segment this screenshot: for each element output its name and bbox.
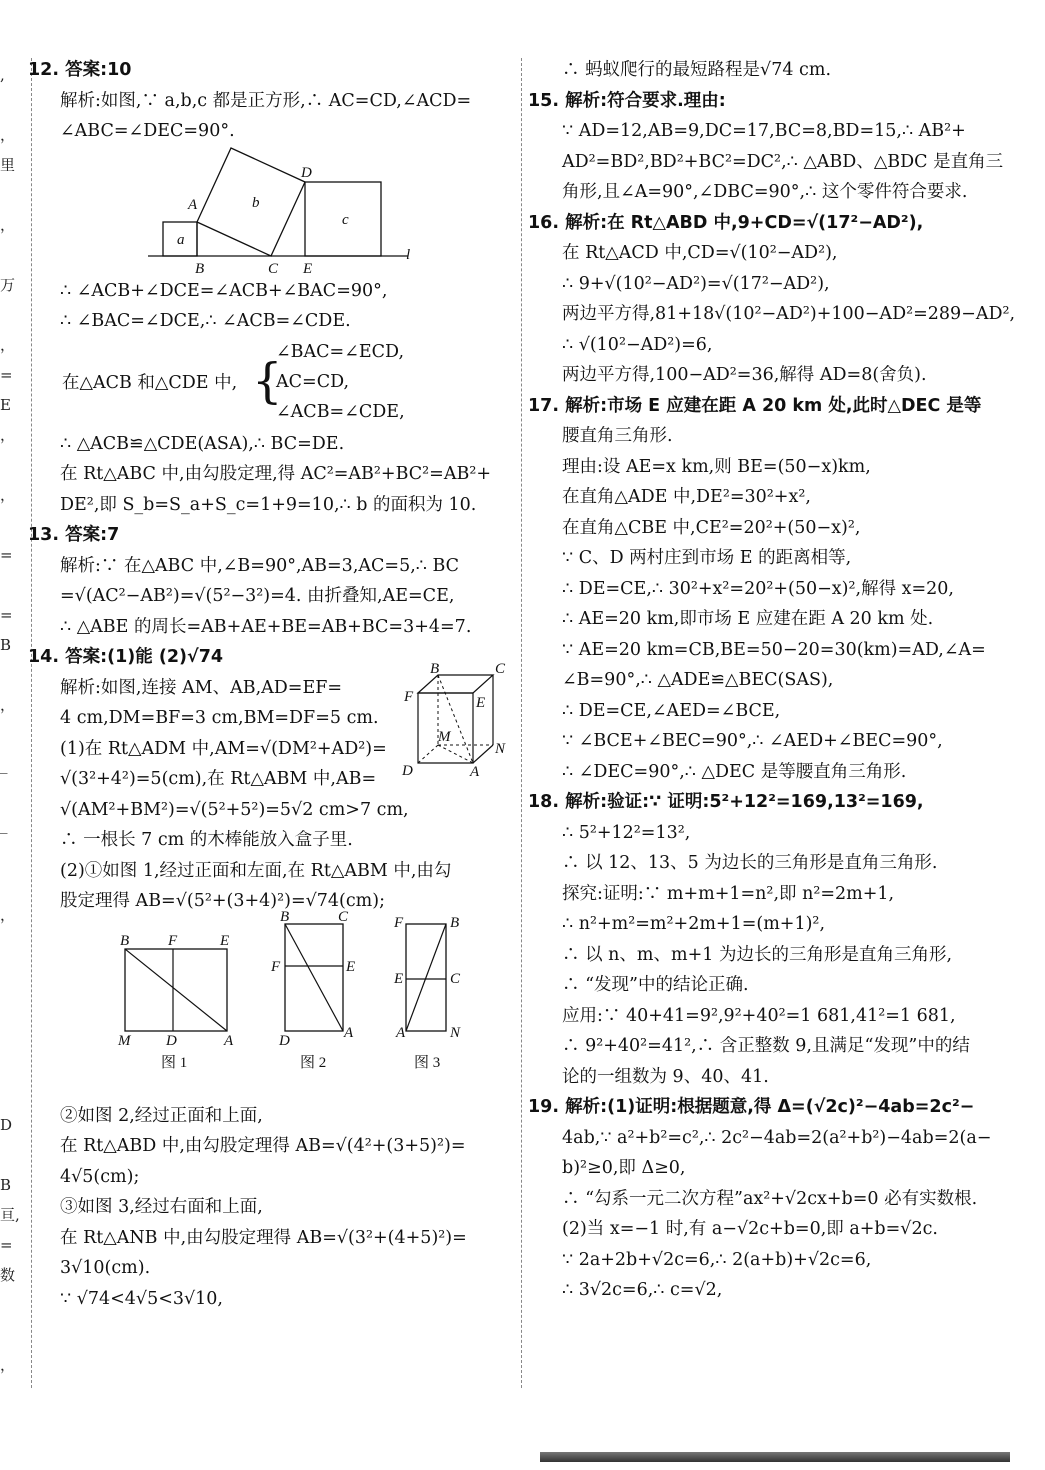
q14-line-14: 3√10(cm).: [60, 1258, 151, 1278]
q14-line-15: ∵ √74<4√5<3√10,: [60, 1288, 223, 1309]
q14-line-5: √(AM²+BM²)=√(5²+5²)=5√2 cm>7 cm,: [60, 799, 409, 820]
r-line-7: ∴ 9+√(10²−AD²)=√(17²−AD²),: [562, 273, 830, 294]
stripe-fragment: 里: [0, 156, 16, 174]
r-line-38: (2)当 x=−1 时,有 a−√2c+b=0,即 a+b=√2c.: [562, 1219, 938, 1239]
q13-answer: 13. 答案:7: [28, 525, 120, 545]
squares-figure: [28, 149, 515, 277]
stripe-fragment: [0, 1020, 24, 1050]
r-line-21: ∴ DE=CE,∠AED=∠BCE,: [562, 700, 781, 721]
label-A: A: [188, 196, 198, 213]
q15-head: 15. 解析:符合要求.理由:: [528, 90, 726, 111]
r-line-26: ∴ 以 12、13、5 为边长的三角形是直角三角形.: [562, 853, 938, 873]
caption-fig2: 图 2: [300, 1054, 327, 1071]
q12-line-2: ∠ABC=∠DEC=90°.: [60, 121, 235, 141]
stripe-fragment: [0, 660, 24, 690]
page-bottom-bar: [540, 1452, 1010, 1462]
brace: {: [252, 352, 283, 409]
q19-head: 19. 解析:(1)证明:根据题意,得 Δ=(√2c)²−4ab=2c²−: [528, 1097, 975, 1117]
q12-system-lead: 在△ACB 和△CDE 中,: [62, 372, 238, 393]
box-label-A: A: [470, 763, 480, 780]
caption-fig1: 图 1: [161, 1054, 188, 1071]
q14-line-6: ∴ 一根长 7 cm 的木棒能放入盒子里.: [60, 830, 353, 850]
label-C: C: [268, 260, 279, 277]
q14-line-3: (1)在 Rt△ADM 中,AM=√(DM²+AD²)=: [60, 738, 387, 759]
stripe-fragment: [0, 1080, 24, 1110]
stripe-fragment: ，: [0, 426, 16, 444]
stripe-fragment: 数: [0, 1266, 16, 1284]
q14-line-2: 4 cm,DM=BF=3 cm,BM=DF=5 cm.: [60, 708, 379, 728]
q14-answer: 14. 答案:(1)能 (2)√74: [28, 647, 224, 667]
stripe-fragment: ，: [0, 906, 16, 924]
stripe-fragment: =: [0, 1236, 13, 1254]
stripe-fragment: =: [0, 606, 13, 624]
q14-line-13: 在 Rt△ANB 中,由勾股定理得 AB=√(3²+(4+5)²)=: [60, 1227, 467, 1248]
stripe-fragment: ，: [0, 696, 16, 714]
stripe-fragment: =: [0, 546, 13, 564]
r-line-9: ∴ √(10²−AD²)=6,: [562, 334, 713, 355]
r-line-33: 论的一组数为 9、40、41.: [562, 1066, 769, 1087]
svg-text:F: F: [168, 932, 178, 949]
svg-text:E: E: [346, 958, 356, 975]
stripe-fragment: [0, 840, 24, 870]
r-line-31: 应用:∵ 40+41=9²,9²+40²=1 681,41²=1 681,: [562, 1005, 956, 1026]
stripe-fragment: [0, 720, 24, 750]
r-line-29: ∴ 以 n、m、m+1 为边长的三角形是直角三角形,: [562, 944, 953, 965]
stripe-fragment: [0, 570, 24, 600]
left-margin-fragments: [0, 60, 24, 1380]
r-line-8: 两边平方得,81+18√(10²−AD²)+100−AD²=289−AD²,: [562, 304, 1016, 324]
stripe-fragment: _: [0, 756, 8, 774]
q12-line-7: DE²,即 S_b=S_a+S_c=1+9=10,∴ b 的面积为 10.: [60, 494, 477, 515]
label-D: D: [301, 164, 312, 181]
stripe-fragment: =: [0, 366, 13, 384]
r-line-20: ∠B=90°,∴ △ADE≌△BEC(SAS),: [562, 670, 834, 690]
r-line-40: ∴ 3√2c=6,∴ c=√2,: [562, 1280, 723, 1300]
stripe-fragment: [0, 300, 24, 330]
svg-text:B: B: [120, 932, 130, 949]
q12-system-eq-2: AC=CD,: [276, 371, 350, 392]
r-line-4: 角形,且∠A=90°,∠DBC=90°,∴ 这个零件符合要求.: [562, 182, 968, 202]
box-label-M: M: [438, 728, 451, 745]
stripe-fragment: [0, 1140, 24, 1170]
caption-fig3: 图 3: [414, 1054, 441, 1071]
q13-line-1: 解析:∵ 在△ABC 中,∠B=90°,AB=3,AC=5,∴ BC: [60, 555, 460, 576]
stripe-fragment: [0, 180, 24, 210]
stripe-fragment: E: [0, 396, 11, 414]
box-label-C: C: [495, 660, 506, 677]
stripe-fragment: [0, 1050, 24, 1080]
q18-head: 18. 解析:验证:∵ 证明:5²+12²=169,13²=169,: [528, 792, 924, 812]
r-line-37: ∴ “勾系一元二次方程”ax²+√2cx+b=0 必有实数根.: [562, 1188, 978, 1209]
stripe-fragment: [0, 1320, 24, 1350]
svg-text:A: A: [396, 1024, 406, 1041]
q12-system-eq-1: ∠BAC=∠ECD,: [276, 341, 405, 362]
box-label-E: E: [476, 694, 486, 711]
stripe-fragment: [0, 90, 24, 120]
q12-line-5: ∴ △ACB≌△CDE(ASA),∴ BC=DE.: [60, 433, 345, 454]
q17-head: 17. 解析:市场 E 应建在距 A 20 km 处,此时△DEC 是等: [528, 395, 982, 416]
q16-head: 16. 解析:在 Rt△ABD 中,9+CD=√(17²−AD²),: [528, 212, 924, 233]
svg-text:M: M: [118, 1032, 131, 1049]
stripe-fragment: [0, 780, 24, 810]
stripe-fragment: [0, 930, 24, 960]
svg-text:A: A: [344, 1024, 354, 1041]
q14-line-8: 股定理得 AB=√(5²+(3+4)²)=√74(cm);: [60, 891, 385, 911]
label-B: B: [195, 260, 205, 277]
svg-text:B: B: [280, 908, 290, 925]
r-line-18: ∴ AE=20 km,即市场 E 应建在距 A 20 km 处.: [562, 609, 934, 629]
r-line-32: ∴ 9²+40²=41²,∴ 含正整数 9,且满足“发现”中的结: [562, 1036, 970, 1056]
box-label-B: B: [430, 660, 440, 677]
stripe-fragment: [0, 870, 24, 900]
r-line-19: ∵ AE=20 km=CB,BE=50−20=30(km)=AD,∠A=: [562, 639, 986, 660]
r-line-10: 两边平方得,100−AD²=36,解得 AD=8(舍负).: [562, 365, 927, 385]
box-label-D: D: [402, 762, 413, 779]
r-line-2: ∵ AD=12,AB=9,DC=17,BC=8,BD=15,∴ AB²+: [562, 121, 966, 141]
stripe-fragment: B: [0, 636, 12, 654]
unfold-figures: [28, 908, 515, 1099]
left-column: [28, 55, 515, 1314]
stripe-fragment: ,: [0, 66, 5, 84]
label-b: b: [252, 194, 260, 211]
box-label-F: F: [404, 688, 414, 705]
stripe-fragment: ，: [0, 126, 16, 144]
svg-text:D: D: [166, 1032, 177, 1049]
svg-text:B: B: [450, 914, 460, 931]
stripe-fragment: B: [0, 1176, 12, 1194]
q12-system-eq-3: ∠ACB=∠CDE,: [276, 401, 405, 422]
svg-text:F: F: [394, 914, 404, 931]
r-line-16: ∵ C、D 两村庄到市场 E 的距离相等,: [562, 548, 852, 568]
q12-line-6: 在 Rt△ABC 中,由勾股定理,得 AC²=AB²+BC²=AB²+: [60, 464, 492, 484]
stripe-fragment: [0, 240, 24, 270]
stripe-fragment: [0, 990, 24, 1020]
r-line-6: 在 Rt△ACD 中,CD=√(10²−AD²),: [562, 243, 838, 263]
stripe-fragment: ，: [0, 336, 16, 354]
q13-line-2: =√(AC²−AB²)=√(5²−3²)=4. 由折叠知,AE=CE,: [60, 586, 455, 606]
q12-answer: 12. 答案:10: [28, 60, 132, 80]
q14-line-4: √(3²+4²)=5(cm),在 Rt△ABM 中,AB=: [60, 769, 377, 789]
box-figure: [398, 660, 513, 780]
label-E: E: [303, 260, 313, 277]
r-line-14: 在直角△ADE 中,DE²=30²+x²,: [562, 487, 811, 507]
r-line-23: ∴ ∠DEC=90°,∴ △DEC 是等腰直角三角形.: [562, 761, 907, 782]
svg-text:N: N: [450, 1024, 461, 1041]
q14-line-10: 在 Rt△ABD 中,由勾股定理得 AB=√(4²+(3+5)²)=: [60, 1136, 466, 1156]
svg-text:C: C: [450, 970, 461, 987]
q14-line-7: (2)①如图 1,经过正面和左面,在 Rt△ABM 中,由勾: [60, 860, 452, 881]
label-a: a: [177, 231, 185, 248]
q12-line-4: ∴ ∠BAC=∠DCE,∴ ∠ACB=∠CDE.: [60, 311, 351, 331]
stripe-fragment: 亘,: [0, 1206, 20, 1224]
r-line-12: 腰直角三角形.: [562, 426, 673, 446]
q14-line-11: 4√5(cm);: [60, 1166, 140, 1187]
stripe-fragment: 万: [0, 276, 16, 294]
q12-system: [28, 337, 515, 429]
stripe-fragment: [0, 450, 24, 480]
r-line-36: b)²≥0,即 Δ≥0,: [562, 1158, 686, 1178]
r-line-13: 理由:设 AE=x km,则 BE=(50−x)km,: [562, 456, 871, 477]
q14-block: [28, 660, 515, 826]
r-line-15: 在直角△CBE 中,CE²=20²+(50−x)²,: [562, 517, 861, 538]
column-divider: [521, 58, 522, 1388]
stripe-fragment: _: [0, 816, 8, 834]
r-line-39: ∵ 2a+2b+√2c=6,∴ 2(a+b)+√2c=6,: [562, 1249, 872, 1270]
stripe-fragment: D: [0, 1116, 13, 1134]
svg-text:D: D: [279, 1032, 290, 1049]
r-line-27: 探究:证明:∵ m+m+1=n²,即 n²=2m+1,: [562, 883, 895, 904]
right-column: [528, 55, 1018, 1306]
q14-line-1: 解析:如图,连接 AM、AB,AD=EF=: [60, 677, 343, 698]
q13-line-3: ∴ △ABE 的周长=AB+AE+BE=AB+BC=3+4=7.: [60, 616, 472, 637]
svg-text:C: C: [338, 908, 349, 925]
stripe-fragment: ，: [0, 486, 16, 504]
r-line-17: ∴ DE=CE,∴ 30²+x²=20²+(50−x)²,解得 x=20,: [562, 578, 954, 599]
box-label-N: N: [495, 740, 506, 757]
svg-text:E: E: [394, 970, 404, 987]
stripe-fragment: [0, 510, 24, 540]
label-l: l: [406, 246, 411, 263]
stripe-fragment: [0, 960, 24, 990]
r-line-25: ∴ 5²+12²=13²,: [562, 822, 691, 843]
q12-line-3: ∴ ∠ACB+∠DCE=∠ACB+∠BAC=90°,: [60, 280, 388, 301]
q14-line-12: ③如图 3,经过右面和上面,: [60, 1197, 263, 1217]
r-line-35: 4ab,∵ a²+b²=c²,∴ 2c²−4ab=2(a²+b²)−4ab=2(a−: [562, 1127, 992, 1148]
stripe-fragment: ，: [0, 1356, 16, 1374]
svg-text:F: F: [271, 958, 281, 975]
stripe-fragment: ，: [0, 216, 16, 234]
label-c: c: [342, 211, 349, 228]
q14-line-9: ②如图 2,经过正面和上面,: [60, 1105, 263, 1126]
q12-line-1: 解析:如图,∵ a,b,c 都是正方形,∴ AC=CD,∠ACD=: [60, 90, 472, 111]
r-line-28: ∴ n²+m²=m²+2m+1=(m+1)²,: [562, 914, 826, 934]
stripe-fragment: [0, 1290, 24, 1320]
r-line-0: ∴ 蚂蚁爬行的最短路程是√74 cm.: [562, 60, 832, 80]
svg-text:A: A: [224, 1032, 234, 1049]
r-line-3: AD²=BD²,BD²+BC²=DC²,∴ △ABD、△BDC 是直角三: [562, 151, 1004, 172]
svg-text:E: E: [220, 932, 230, 949]
r-line-30: ∴ “发现”中的结论正确.: [562, 975, 749, 995]
r-line-22: ∵ ∠BCE+∠BEC=90°,∴ ∠AED+∠BEC=90°,: [562, 731, 943, 751]
